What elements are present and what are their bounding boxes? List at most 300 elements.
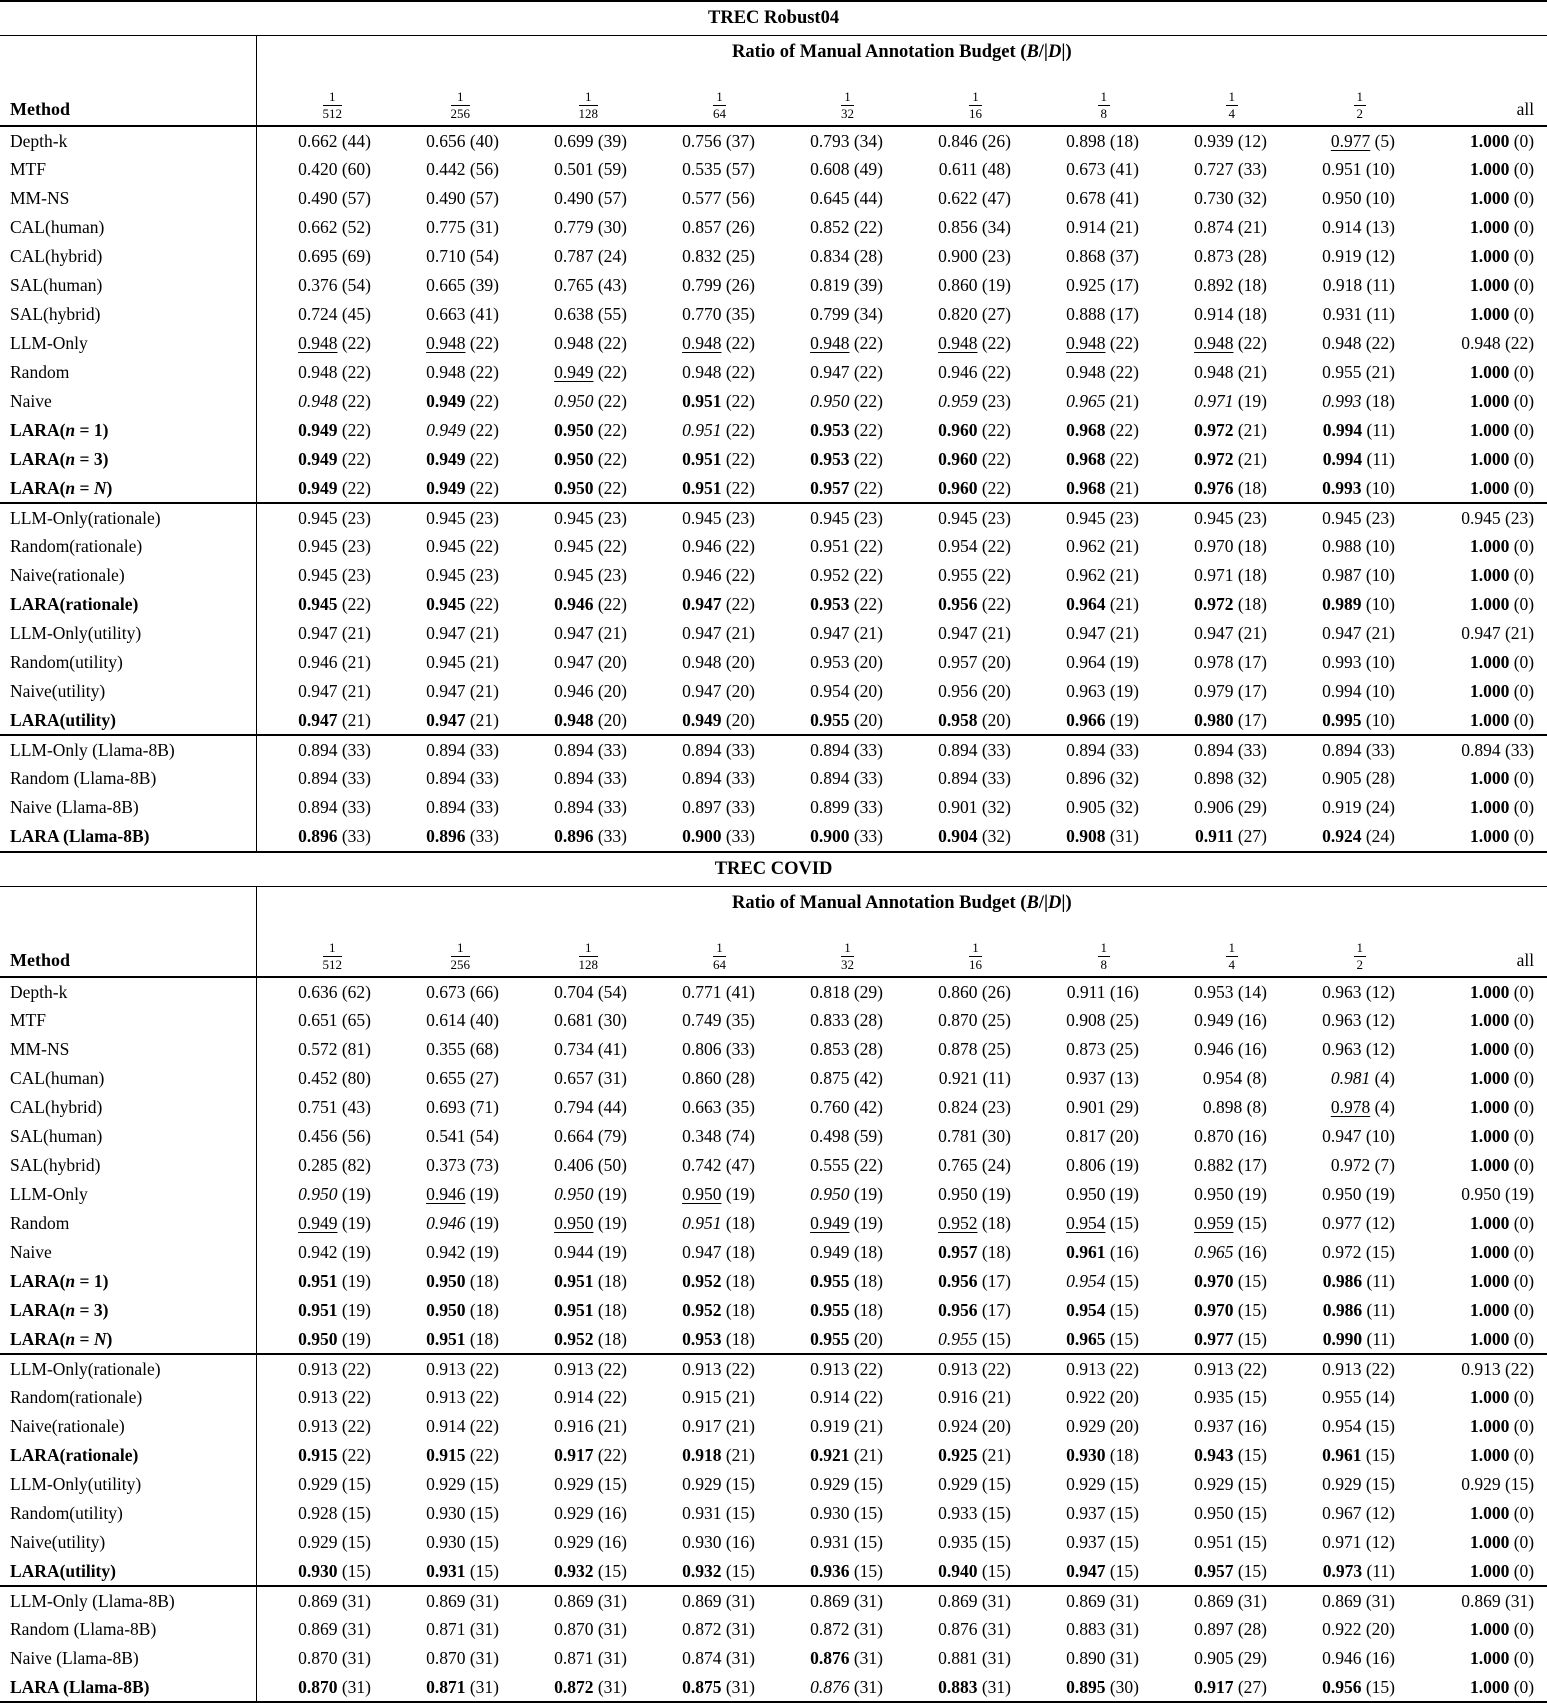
budget-ratio-header [1280, 68, 1408, 126]
result-cell: 0.948 (22) [256, 329, 384, 358]
result-cell: 0.978 (4) [1330, 1097, 1395, 1117]
result-cell: 0.972 (21) [1194, 420, 1267, 440]
table-row [0, 1441, 1547, 1470]
result-cell: 0.695 (69) [256, 242, 384, 271]
result-cell: 0.954 (20) [810, 681, 883, 701]
method-label: LLM-Only (Llama-8B) [0, 1586, 256, 1615]
result-cell: 0.535 (57) [682, 159, 755, 179]
result-cell: 0.834 (28) [810, 246, 883, 266]
table-title-row [0, 852, 1547, 887]
result-cell: 0.929 (15) [1194, 1474, 1267, 1494]
result-cell: 0.959 (23) [938, 391, 1011, 411]
result-cell: 0.960 (22) [938, 477, 1011, 498]
result-cell: 0.947 (21) [256, 706, 384, 735]
result-cell: 0.817 (20) [1066, 1126, 1139, 1146]
result-cell: 0.896 (33) [554, 826, 627, 846]
result-cell: 0.498 (59) [810, 1126, 883, 1146]
result-cell: 0.949 (22) [554, 362, 627, 382]
result-cell: 0.894 (33) [384, 735, 512, 764]
table-row [0, 1006, 1547, 1035]
result-cell: 0.899 (33) [810, 797, 883, 817]
budget-ratio-header [1280, 919, 1408, 977]
result-cell: 1.000 (0) [1469, 159, 1535, 179]
result-cell: 0.961 (15) [1322, 1445, 1395, 1465]
result-cell: 0.947 (21) [1322, 623, 1395, 643]
result-cell: 0.870 (31) [554, 1619, 627, 1639]
all-column-header: all [1408, 919, 1547, 977]
method-label: SAL(human) [10, 275, 103, 295]
table-row [0, 1644, 1547, 1673]
table-row [0, 474, 1547, 503]
result-cell: 1.000 (0) [1469, 681, 1535, 701]
result-cell: 0.833 (28) [810, 1010, 883, 1030]
result-cell: 0.971 (18) [1194, 565, 1267, 585]
method-header: Method [0, 919, 256, 977]
result-cell: 0.935 (15) [1194, 1387, 1267, 1407]
table-row [0, 793, 1547, 822]
result-cell: 0.406 (50) [554, 1155, 627, 1175]
result-cell: 0.949 (22) [256, 474, 384, 503]
result-cell: 1.000 (0) [1469, 565, 1535, 585]
result-cell: 0.874 (31) [682, 1648, 755, 1668]
result-cell: 0.914 (22) [810, 1387, 883, 1407]
budget-ratio-header [512, 919, 640, 977]
fraction: $\frac{1}{128}$ [578, 89, 598, 121]
result-cell: 0.947 (21) [426, 681, 499, 701]
method-label: MTF [10, 1010, 46, 1030]
result-cell: 0.988 (10) [1322, 536, 1395, 556]
result-cell: 0.876 (31) [938, 1619, 1011, 1639]
result-cell: 0.924 (24) [1322, 826, 1395, 846]
result-cell: 0.948 (22) [1066, 333, 1139, 353]
result-cell: 0.704 (54) [554, 981, 627, 1002]
result-cell: 0.373 (73) [426, 1155, 499, 1175]
table-row [0, 532, 1547, 561]
result-cell: 0.951 (22) [682, 477, 755, 498]
method-label: LARA(n = N) [10, 1328, 113, 1349]
result-cell: 0.894 (33) [682, 768, 755, 788]
result-cell: 0.950 (22) [554, 449, 627, 469]
result-cell: 0.946 (22) [938, 362, 1011, 382]
result-cell: 0.947 (21) [256, 619, 384, 648]
result-cell: 0.943 (15) [1194, 1445, 1267, 1465]
budget-ratio-header [512, 68, 640, 126]
result-cell: 0.951 (22) [682, 420, 755, 440]
result-cell: 0.952 (18) [554, 1328, 627, 1349]
result-cell: 0.897 (28) [1194, 1619, 1267, 1639]
result-cell: 0.894 (33) [640, 735, 768, 764]
fraction: $\frac{1}{16}$ [969, 940, 982, 972]
result-cell: 0.895 (30) [1066, 1676, 1139, 1697]
result-cell: 0.913 (22) [426, 1387, 499, 1407]
result-cell: 0.950 (19) [1066, 1184, 1139, 1204]
table-row [0, 1412, 1547, 1441]
method-label: Random(utility) [10, 652, 123, 672]
budget-ratio-header [640, 68, 768, 126]
method-label: Naive(utility) [10, 1532, 106, 1552]
result-cell: 0.911 (27) [1195, 826, 1267, 846]
table-row [0, 1383, 1547, 1412]
result-cell: 0.942 (19) [426, 1242, 499, 1262]
result-cell: 0.973 (11) [1322, 1560, 1395, 1581]
result-cell: 1.000 (0) [1469, 188, 1535, 208]
table-row [0, 619, 1547, 648]
result-cell: 0.846 (26) [938, 130, 1011, 151]
result-cell: 1.000 (0) [1469, 1416, 1535, 1436]
fraction: $\frac{1}{4}$ [1226, 90, 1239, 121]
result-cell: 0.572 (81) [256, 1035, 384, 1064]
result-cell: 0.794 (44) [554, 1097, 627, 1117]
result-cell: 0.976 (18) [1194, 477, 1267, 498]
result-cell: 0.945 (23) [640, 503, 768, 532]
result-cell: 0.949 (16) [1194, 1010, 1267, 1030]
result-cell: 0.734 (41) [554, 1039, 627, 1059]
result-cell: 0.937 (13) [1066, 1068, 1139, 1088]
result-cell: 0.655 (27) [426, 1068, 499, 1088]
result-cell: 0.878 (25) [938, 1039, 1011, 1059]
result-cell: 0.913 (22) [256, 1412, 384, 1441]
result-cell: 0.490 (57) [554, 188, 627, 208]
result-cell: 0.900 (33) [810, 826, 883, 846]
result-cell: 0.913 (22) [1408, 1354, 1547, 1383]
result-cell: 0.917 (27) [1194, 1676, 1267, 1697]
result-cell: 1.000 (0) [1469, 1039, 1535, 1059]
result-cell: 0.947 (20) [682, 681, 755, 701]
table-title: TREC COVID [0, 852, 1547, 887]
result-cell: 1.000 (0) [1469, 1648, 1535, 1668]
result-cell: 0.933 (15) [938, 1503, 1011, 1523]
method-label: LARA (Llama-8B) [10, 826, 150, 846]
result-cell: 0.915 (22) [426, 1445, 499, 1465]
result-cell: 0.872 (31) [682, 1619, 755, 1639]
result-cell: 0.951 (18) [554, 1271, 627, 1291]
result-cell: 1.000 (0) [1469, 1242, 1535, 1262]
result-cell: 0.950 (19) [682, 1184, 755, 1204]
result-cell: 0.954 (22) [938, 536, 1011, 556]
result-cell: 0.946 (21) [256, 648, 384, 677]
result-cell: 1.000 (0) [1469, 304, 1535, 324]
result-cell: 0.898 (18) [1066, 130, 1139, 151]
result-cell: 0.950 (19) [1461, 1184, 1535, 1204]
result-cell: 0.950 (19) [256, 1325, 384, 1354]
result-cell: 0.948 (22) [554, 333, 627, 353]
result-cell: 1.000 (0) [1469, 449, 1535, 469]
result-cell: 0.875 (31) [682, 1676, 755, 1697]
result-cell: 0.948 (22) [810, 333, 883, 353]
result-cell: 0.951 (15) [1194, 1532, 1267, 1552]
result-cell: 0.946 (22) [682, 565, 755, 585]
fraction: $\frac{1}{8}$ [1098, 941, 1111, 972]
result-cell: 0.930 (15) [426, 1503, 499, 1523]
method-label: CAL(human) [10, 1068, 105, 1088]
result-cell: 0.917 (22) [554, 1445, 627, 1465]
budget-ratio-header [384, 68, 512, 126]
result-cell: 1.000 (0) [1469, 275, 1535, 295]
result-cell: 1.000 (0) [1469, 130, 1535, 151]
result-cell: 0.958 (20) [938, 709, 1011, 730]
result-cell: 0.947 (22) [682, 594, 755, 614]
result-cell: 0.945 (23) [426, 565, 499, 585]
result-cell: 0.869 (31) [1408, 1586, 1547, 1615]
table-row [0, 735, 1547, 764]
result-cell: 0.656 (40) [426, 130, 499, 151]
result-cell: 0.951 (22) [810, 536, 883, 556]
result-cell: 0.770 (35) [682, 304, 755, 324]
result-cell: 0.905 (28) [1322, 768, 1395, 788]
result-cell: 0.951 (18) [554, 1300, 627, 1320]
result-cell: 0.950 (19) [554, 1184, 627, 1204]
table-row [0, 155, 1547, 184]
result-cell: 0.930 (15) [810, 1503, 883, 1523]
result-cell: 1.000 (0) [1469, 217, 1535, 237]
method-label: Random [10, 362, 70, 382]
result-cell: 1.000 (0) [1469, 1213, 1535, 1233]
result-cell: 1.000 (0) [1469, 768, 1535, 788]
table-row [0, 1238, 1547, 1267]
result-cell: 0.611 (48) [938, 159, 1011, 179]
method-label: SAL(hybrid) [10, 1155, 101, 1175]
result-cell: 0.806 (33) [682, 1039, 755, 1059]
table-row [0, 977, 1547, 1006]
result-cell: 0.724 (45) [256, 300, 384, 329]
result-cell: 0.871 (31) [426, 1619, 499, 1639]
budget-ratio-header [256, 919, 384, 977]
result-cell: 0.663 (35) [682, 1097, 755, 1117]
result-cell: 0.949 (18) [810, 1242, 883, 1262]
result-cell: 0.945 (23) [1280, 503, 1408, 532]
result-cell: 0.989 (10) [1322, 594, 1395, 614]
fraction: $\frac{1}{2}$ [1354, 90, 1367, 121]
table-row [0, 184, 1547, 213]
result-cell: 1.000 (0) [1469, 420, 1535, 440]
result-cell: 0.900 (23) [938, 246, 1011, 266]
method-label: CAL(hybrid) [10, 1097, 103, 1117]
result-cell: 0.950 (19) [1322, 1184, 1395, 1204]
result-cell: 0.968 (22) [1066, 449, 1139, 469]
result-cell: 0.950 (19) [256, 1180, 384, 1209]
budget-ratio-header [768, 919, 896, 977]
result-cell: 0.929 (16) [554, 1532, 627, 1552]
table-row [0, 242, 1547, 271]
result-cell: 0.994 (11) [1322, 420, 1395, 440]
result-cell: 0.913 (22) [1152, 1354, 1280, 1383]
budget-ratio-header [1152, 919, 1280, 977]
result-cell: 0.993 (18) [1322, 391, 1395, 411]
result-cell: 0.871 (31) [426, 1676, 499, 1697]
result-cell: 0.636 (62) [256, 977, 384, 1006]
budget-ratio-header [1152, 68, 1280, 126]
result-cell: 0.869 (31) [256, 1615, 384, 1644]
result-cell: 0.947 (21) [256, 677, 384, 706]
result-cell: 0.869 (31) [384, 1586, 512, 1615]
result-cell: 0.994 (10) [1322, 681, 1395, 701]
result-cell: 0.901 (29) [1066, 1097, 1139, 1117]
result-cell: 0.945 (22) [426, 536, 499, 556]
result-cell: 0.986 (11) [1322, 1271, 1395, 1291]
budget-ratio-header [896, 68, 1024, 126]
result-cell: 0.947 (21) [682, 623, 755, 643]
result-cell: 0.948 (22) [682, 333, 755, 353]
budget-ratio-header [768, 68, 896, 126]
result-cell: 0.955 (20) [810, 1328, 883, 1349]
result-cell: 0.913 (22) [768, 1354, 896, 1383]
result-cell: 0.898 (32) [1194, 768, 1267, 788]
result-cell: 0.860 (28) [682, 1068, 755, 1088]
result-cell: 0.935 (15) [938, 1532, 1011, 1552]
result-cell: 0.995 (10) [1322, 709, 1395, 730]
result-cell: 0.897 (33) [682, 797, 755, 817]
fraction: $\frac{1}{4}$ [1226, 941, 1239, 972]
result-cell: 0.882 (17) [1194, 1155, 1267, 1175]
method-label: LARA (Llama-8B) [10, 1676, 150, 1697]
result-cell: 0.894 (33) [1280, 735, 1408, 764]
table-row [0, 1557, 1547, 1586]
budget-header: Ratio of Manual Annotation Budget (B/|D|) [256, 36, 1547, 69]
result-cell: 0.771 (41) [682, 981, 755, 1002]
result-cell: 0.947 (21) [1194, 623, 1267, 643]
result-cell: 0.894 (33) [768, 735, 896, 764]
result-cell: 0.914 (21) [1066, 217, 1139, 237]
table-row [0, 213, 1547, 242]
table-row [0, 300, 1547, 329]
method-label: Random(rationale) [10, 536, 143, 556]
result-cell: 0.929 (15) [426, 1474, 499, 1494]
method-label: MTF [10, 159, 46, 179]
table-row [0, 1151, 1547, 1180]
result-cell: 0.894 (33) [1408, 735, 1547, 764]
result-cell: 0.662 (44) [256, 126, 384, 155]
result-cell: 0.894 (33) [426, 768, 499, 788]
result-cell: 0.894 (33) [938, 768, 1011, 788]
result-cell: 0.957 (15) [1194, 1560, 1267, 1581]
result-cell: 0.913 (22) [896, 1354, 1024, 1383]
method-label: LLM-Only (Llama-8B) [0, 735, 256, 764]
result-cell: 0.929 (15) [682, 1474, 755, 1494]
result-cell: 0.928 (15) [256, 1499, 384, 1528]
fraction: $\frac{1}{64}$ [713, 89, 726, 121]
result-cell: 0.710 (54) [426, 246, 499, 266]
result-cell: 1.000 (0) [1469, 1010, 1535, 1030]
result-cell: 0.873 (25) [1066, 1039, 1139, 1059]
result-cell: 0.919 (12) [1322, 246, 1395, 266]
result-cell: 0.663 (41) [426, 304, 499, 324]
result-cell: 1.000 (0) [1469, 1503, 1535, 1523]
result-cell: 0.948 (20) [682, 652, 755, 672]
result-cell: 0.915 (22) [256, 1441, 384, 1470]
table-row [0, 1122, 1547, 1151]
table-row [0, 445, 1547, 474]
method-label: LARA(rationale) [10, 594, 139, 614]
result-cell: 0.949 (22) [426, 391, 499, 411]
result-cell: 0.965 (15) [1066, 1328, 1139, 1349]
method-label: LARA(n = 1) [10, 420, 109, 440]
result-cell: 0.945 (22) [426, 594, 499, 614]
column-header-row [0, 919, 1547, 977]
result-cell: 0.693 (71) [426, 1097, 499, 1117]
result-cell: 0.898 (8) [1202, 1097, 1267, 1117]
result-cell: 0.888 (17) [1066, 304, 1139, 324]
result-cell: 0.883 (31) [938, 1676, 1011, 1697]
result-cell: 0.937 (16) [1194, 1416, 1267, 1436]
result-cell: 0.951 (22) [682, 449, 755, 469]
result-cell: 0.870 (25) [938, 1010, 1011, 1030]
result-cell: 0.957 (18) [938, 1242, 1011, 1262]
method-label: Depth-k [10, 130, 68, 151]
result-cell: 0.953 (14) [1194, 981, 1267, 1002]
result-cell: 0.972 (18) [1194, 594, 1267, 614]
result-cell: 0.908 (25) [1066, 1010, 1139, 1030]
table-row [0, 1180, 1547, 1209]
table-row [0, 329, 1547, 358]
result-cell: 0.756 (37) [682, 130, 755, 151]
result-cell: 0.945 (23) [1408, 503, 1547, 532]
result-cell: 0.871 (31) [554, 1648, 627, 1668]
result-cell: 0.894 (33) [256, 793, 384, 822]
result-cell: 0.806 (19) [1066, 1155, 1139, 1175]
result-cell: 0.947 (20) [554, 652, 627, 672]
result-cell: 0.949 (22) [426, 420, 499, 440]
result-cell: 0.819 (39) [810, 275, 883, 295]
result-cell: 0.947 (21) [1461, 623, 1535, 643]
table-row [0, 387, 1547, 416]
result-cell: 0.896 (33) [426, 826, 499, 846]
fraction: $\frac{1}{128}$ [578, 940, 598, 972]
result-cell: 1.000 (0) [1469, 1155, 1535, 1175]
column-header-row [0, 68, 1547, 126]
result-cell: 0.950 (19) [554, 1213, 627, 1233]
result-cell: 0.945 (21) [426, 652, 499, 672]
result-cell: 0.922 (20) [1066, 1387, 1139, 1407]
result-cell: 0.948 (22) [1322, 333, 1395, 353]
result-cell: 0.883 (31) [1066, 1619, 1139, 1639]
result-cell: 0.948 (22) [1066, 362, 1139, 382]
table-row [0, 271, 1547, 300]
result-cell: 0.651 (65) [256, 1006, 384, 1035]
table-row [0, 1035, 1547, 1064]
result-cell: 0.932 (15) [682, 1560, 755, 1581]
result-cell: 0.986 (11) [1322, 1300, 1395, 1320]
result-cell: 0.913 (22) [256, 1383, 384, 1412]
result-cell: 0.727 (33) [1194, 159, 1267, 179]
result-cell: 0.869 (31) [1152, 1586, 1280, 1615]
method-label: Depth-k [10, 981, 68, 1002]
budget-ratio-header [256, 68, 384, 126]
fraction: $\frac{1}{32}$ [841, 940, 854, 972]
result-cell: 0.916 (21) [554, 1416, 627, 1436]
result-cell: 0.949 (22) [256, 416, 384, 445]
result-cell: 0.942 (19) [256, 1238, 384, 1267]
result-cell: 0.892 (18) [1194, 275, 1267, 295]
table-row [0, 1615, 1547, 1644]
result-cell: 0.900 (33) [682, 826, 755, 846]
result-cell: 0.955 (14) [1322, 1387, 1395, 1407]
result-cell: 0.911 (16) [1066, 981, 1139, 1002]
result-cell: 0.881 (31) [938, 1648, 1011, 1668]
result-cell: 0.950 (19) [938, 1184, 1011, 1204]
result-cell: 0.950 (19) [810, 1184, 883, 1204]
result-cell: 0.947 (15) [1066, 1560, 1139, 1581]
result-cell: 0.945 (22) [554, 536, 627, 556]
result-cell: 0.959 (15) [1194, 1213, 1267, 1233]
result-cell: 0.951 (10) [1322, 159, 1395, 179]
result-cell: 0.981 (4) [1330, 1068, 1395, 1088]
result-cell: 0.925 (17) [1066, 275, 1139, 295]
result-cell: 0.951 (18) [682, 1213, 755, 1233]
table-row [0, 1499, 1547, 1528]
result-cell: 0.929 (15) [554, 1474, 627, 1494]
result-cell: 0.946 (22) [554, 594, 627, 614]
result-cell: 1.000 (0) [1469, 826, 1535, 846]
